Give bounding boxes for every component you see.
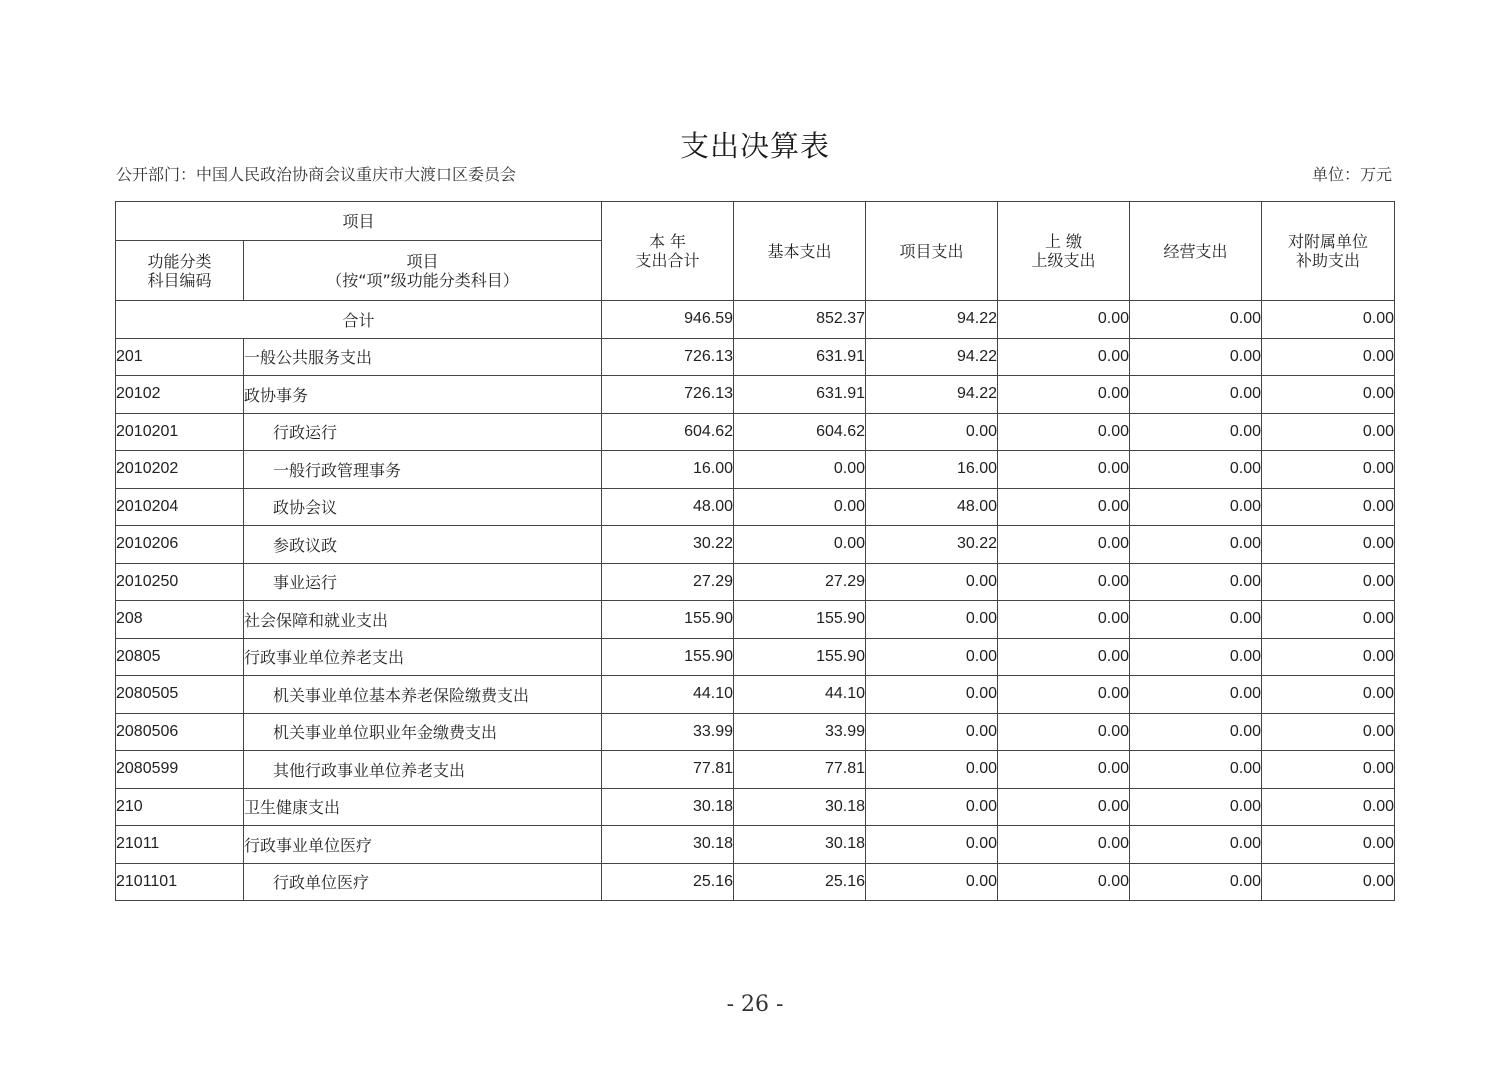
row-value: 48.00	[602, 488, 734, 526]
row-value: 25.16	[734, 863, 866, 901]
row-value: 44.10	[734, 676, 866, 714]
unit-label: 单位：万元	[1311, 165, 1392, 184]
page-title: 支出决算表	[679, 129, 830, 163]
row-value: 0.00	[866, 826, 998, 864]
row-item-name: 其他行政事业单位养老支出	[244, 751, 602, 789]
expenditure-table	[115, 201, 1395, 901]
row-value: 0.00	[1262, 601, 1395, 639]
table-body	[116, 301, 1395, 901]
total-cell: 0.00	[998, 301, 1130, 339]
row-value: 30.18	[602, 826, 734, 864]
table-row	[116, 788, 1395, 826]
table-row	[116, 563, 1395, 601]
row-value: 0.00	[866, 788, 998, 826]
row-value: 604.62	[602, 413, 734, 451]
total-row	[116, 301, 1395, 339]
row-item-name: 社会保障和就业支出	[244, 601, 602, 639]
table-row	[116, 638, 1395, 676]
row-value: 0.00	[866, 413, 998, 451]
row-code: 210	[116, 788, 244, 826]
row-value: 30.18	[734, 788, 866, 826]
row-value: 155.90	[602, 638, 734, 676]
row-value: 0.00	[1262, 413, 1395, 451]
table-row	[116, 376, 1395, 414]
row-value: 0.00	[998, 863, 1130, 901]
row-value: 0.00	[998, 413, 1130, 451]
table-row	[116, 451, 1395, 489]
row-value: 726.13	[602, 338, 734, 376]
row-value: 0.00	[1130, 713, 1262, 751]
row-value: 25.16	[602, 863, 734, 901]
table-row	[116, 676, 1395, 714]
row-value: 0.00	[1130, 451, 1262, 489]
row-code: 2010206	[116, 526, 244, 564]
row-value: 27.29	[602, 563, 734, 601]
row-value: 0.00	[866, 601, 998, 639]
row-value: 0.00	[1130, 488, 1262, 526]
row-code: 208	[116, 601, 244, 639]
row-value: 0.00	[866, 751, 998, 789]
row-value: 0.00	[1130, 376, 1262, 414]
row-value: 0.00	[998, 376, 1130, 414]
row-value: 30.18	[734, 826, 866, 864]
row-item-name: 政协会议	[244, 488, 602, 526]
row-value: 726.13	[602, 376, 734, 414]
table-row	[116, 338, 1395, 376]
row-value: 0.00	[734, 488, 866, 526]
row-value: 155.90	[734, 601, 866, 639]
row-value: 0.00	[1262, 376, 1395, 414]
row-value: 44.10	[602, 676, 734, 714]
row-value: 0.00	[1262, 676, 1395, 714]
header-code-line2: 科目编码	[147, 270, 212, 290]
table-row	[116, 751, 1395, 789]
header-business-expenditure: 经营支出	[1130, 202, 1262, 301]
row-value: 0.00	[1130, 676, 1262, 714]
row-value: 0.00	[998, 713, 1130, 751]
row-value: 0.00	[998, 676, 1130, 714]
row-item-name: 卫生健康支出	[244, 788, 602, 826]
row-value: 0.00	[1262, 788, 1395, 826]
row-value: 16.00	[866, 451, 998, 489]
header-total-line2: 支出合计	[635, 251, 700, 270]
header-basic-expenditure: 基本支出	[734, 202, 866, 301]
row-value: 0.00	[866, 713, 998, 751]
row-code: 2010204	[116, 488, 244, 526]
total-cell: 0.00	[1262, 301, 1395, 339]
row-value: 0.00	[734, 451, 866, 489]
row-value: 0.00	[866, 563, 998, 601]
row-item-name: 行政事业单位医疗	[244, 826, 602, 864]
row-value: 0.00	[998, 638, 1130, 676]
header-project: 项目	[116, 202, 602, 241]
row-value: 155.90	[602, 601, 734, 639]
row-value: 0.00	[1262, 526, 1395, 564]
row-value: 30.22	[602, 526, 734, 564]
row-value: 0.00	[866, 676, 998, 714]
row-value: 0.00	[998, 826, 1130, 864]
row-item-name: 一般公共服务支出	[244, 338, 602, 376]
table-row	[116, 826, 1395, 864]
row-item-name: 行政单位医疗	[244, 863, 602, 901]
row-value: 0.00	[998, 451, 1130, 489]
row-value: 0.00	[998, 751, 1130, 789]
row-value: 33.99	[602, 713, 734, 751]
header-name-line1: 项目	[406, 251, 439, 271]
row-value: 0.00	[1262, 338, 1395, 376]
row-value: 0.00	[998, 526, 1130, 564]
header-total-line1: 本 年	[648, 232, 687, 251]
page-number: - 26 -	[726, 992, 784, 1017]
row-value: 27.29	[734, 563, 866, 601]
row-code: 201	[116, 338, 244, 376]
row-value: 0.00	[998, 601, 1130, 639]
row-value: 0.00	[998, 788, 1130, 826]
row-value: 0.00	[1130, 601, 1262, 639]
header-total-expenditure	[602, 202, 734, 301]
row-code: 2080599	[116, 751, 244, 789]
header-name-line2: （按“项”级功能分类科目）	[326, 270, 519, 290]
total-cell: 946.59	[602, 301, 734, 339]
row-value: 0.00	[866, 638, 998, 676]
header-subsidy-line1: 对附属单位	[1288, 232, 1369, 251]
table-row	[116, 713, 1395, 751]
row-value: 30.22	[866, 526, 998, 564]
header-upper-line2: 上级支出	[1031, 251, 1096, 270]
row-value: 0.00	[1130, 788, 1262, 826]
row-value: 0.00	[866, 863, 998, 901]
row-value: 0.00	[1130, 526, 1262, 564]
row-item-name: 事业运行	[244, 563, 602, 601]
row-value: 0.00	[1262, 863, 1395, 901]
header-project-expenditure: 项目支出	[866, 202, 998, 301]
row-value: 94.22	[866, 376, 998, 414]
row-value: 0.00	[1130, 413, 1262, 451]
row-code: 2101101	[116, 863, 244, 901]
row-item-name: 行政运行	[244, 413, 602, 451]
table-header	[116, 202, 1395, 301]
total-label: 合计	[116, 301, 602, 339]
row-value: 48.00	[866, 488, 998, 526]
row-value: 0.00	[1262, 638, 1395, 676]
row-code: 2010201	[116, 413, 244, 451]
header-upper-line1: 上 缴	[1044, 232, 1083, 251]
row-value: 0.00	[1130, 751, 1262, 789]
row-value: 0.00	[1262, 563, 1395, 601]
total-cell: 94.22	[866, 301, 998, 339]
row-value: 77.81	[602, 751, 734, 789]
header-function-code	[116, 241, 244, 301]
row-value: 0.00	[1130, 863, 1262, 901]
row-value: 0.00	[998, 338, 1130, 376]
row-value: 0.00	[998, 563, 1130, 601]
header-subsidy-line2: 补助支出	[1296, 251, 1361, 270]
row-value: 0.00	[1130, 638, 1262, 676]
row-item-name: 政协事务	[244, 376, 602, 414]
header-subsidy-expenditure	[1262, 202, 1395, 301]
row-item-name: 行政事业单位养老支出	[244, 638, 602, 676]
header-code-line1: 功能分类	[147, 251, 212, 271]
row-item-name: 一般行政管理事务	[244, 451, 602, 489]
row-code: 21011	[116, 826, 244, 864]
row-value: 0.00	[1130, 826, 1262, 864]
row-value: 0.00	[1130, 563, 1262, 601]
row-value: 155.90	[734, 638, 866, 676]
row-value: 0.00	[734, 526, 866, 564]
row-code: 2010250	[116, 563, 244, 601]
header-item-name	[244, 241, 602, 301]
total-cell: 852.37	[734, 301, 866, 339]
row-code: 2010202	[116, 451, 244, 489]
row-value: 0.00	[1262, 826, 1395, 864]
row-value: 631.91	[734, 376, 866, 414]
row-item-name: 机关事业单位基本养老保险缴费支出	[244, 676, 602, 714]
row-value: 94.22	[866, 338, 998, 376]
department-label: 公开部门：中国人民政治协商会议重庆市大渡口区委员会	[116, 165, 517, 184]
row-value: 0.00	[1262, 751, 1395, 789]
row-value: 0.00	[1130, 338, 1262, 376]
row-value: 0.00	[1262, 713, 1395, 751]
header-upper-level-expenditure	[998, 202, 1130, 301]
row-item-name: 参政议政	[244, 526, 602, 564]
row-value: 77.81	[734, 751, 866, 789]
row-value: 33.99	[734, 713, 866, 751]
table-row	[116, 413, 1395, 451]
row-value: 0.00	[1262, 488, 1395, 526]
row-code: 20102	[116, 376, 244, 414]
row-code: 2080506	[116, 713, 244, 751]
table-row	[116, 526, 1395, 564]
row-value: 0.00	[998, 488, 1130, 526]
row-value: 0.00	[1262, 451, 1395, 489]
table-row	[116, 601, 1395, 639]
row-value: 16.00	[602, 451, 734, 489]
table-row	[116, 863, 1395, 901]
row-value: 30.18	[602, 788, 734, 826]
row-item-name: 机关事业单位职业年金缴费支出	[244, 713, 602, 751]
total-cell: 0.00	[1130, 301, 1262, 339]
row-code: 20805	[116, 638, 244, 676]
row-value: 631.91	[734, 338, 866, 376]
row-value: 604.62	[734, 413, 866, 451]
row-code: 2080505	[116, 676, 244, 714]
table-row	[116, 488, 1395, 526]
